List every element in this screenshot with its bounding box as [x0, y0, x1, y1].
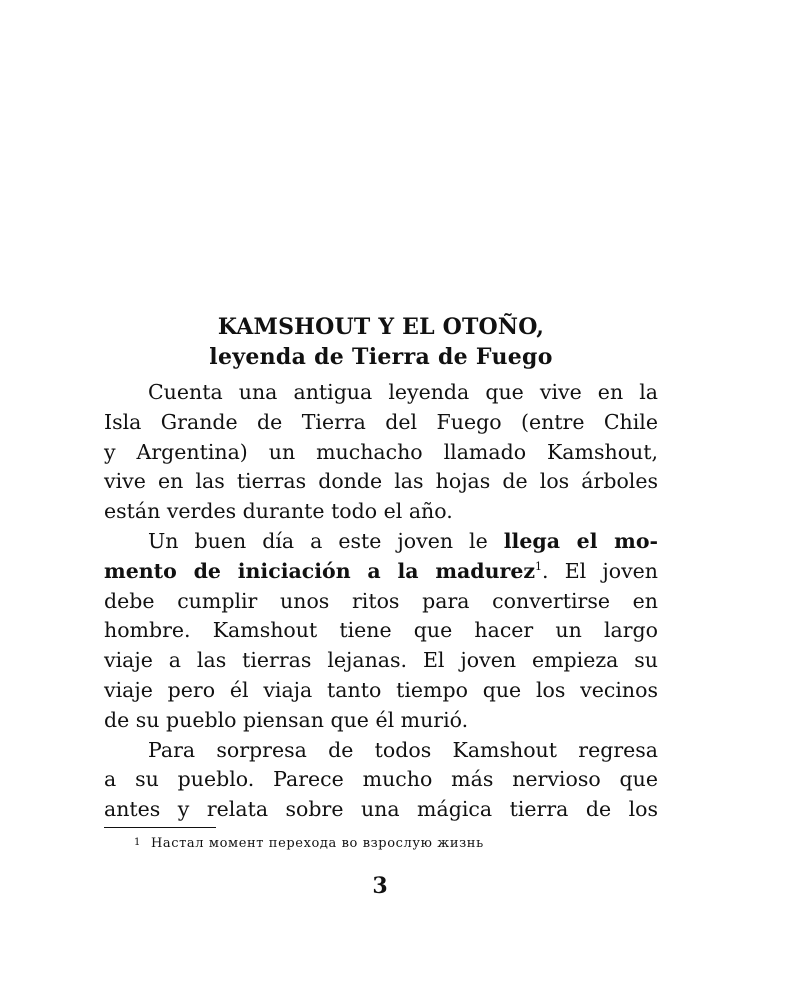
chapter-title-main: KAMSHOUT Y EL OTOÑO,: [217, 314, 545, 340]
text-line: y Argentina) un muchacho llamado Kamshout,: [104, 439, 658, 464]
text-line: debe cumplir unos ritos para convertirse en: [104, 588, 658, 613]
page-number: 3: [372, 873, 388, 899]
text-line: hombre. Kamshout tiene que hacer un largo: [104, 618, 658, 643]
text-line: viaje pero él viaja tanto tiempo que los vecinos: [104, 677, 658, 702]
text-line: de su pueblo piensan que él murió.: [104, 707, 469, 732]
bold-phrase: mento de iniciación a la madurez: [104, 558, 536, 583]
footnote: [134, 834, 484, 853]
footnote-text: Настал момент перехода во взрослую жизнь: [150, 836, 484, 851]
footnote-reference: 1: [535, 559, 543, 573]
bold-phrase: llega el mo-: [503, 528, 658, 553]
text-line: a su pueblo. Parece mucho más nervioso que: [104, 767, 658, 792]
text-line: [104, 527, 658, 557]
chapter-title: [104, 312, 658, 372]
text-line: vive en las tierras donde las hojas de los árboles: [104, 469, 658, 494]
paragraph-3: [104, 736, 658, 825]
text-line: Isla Grande de Tierra del Fuego (entre Chile: [104, 409, 658, 434]
text-line: Para sorpresa de todos Kamshout regresa: [148, 737, 658, 762]
paragraph-1: [104, 378, 658, 527]
chapter-body: [104, 378, 658, 825]
text-line: antes y relata sobre una mágica tierra de los: [104, 797, 658, 822]
text-line: Cuenta una antigua leyenda que vive en la: [148, 380, 658, 404]
text-segment: . El joven: [542, 558, 658, 583]
paragraph-2: [104, 527, 658, 736]
chapter-subtitle: leyenda de Tierra de Fuego: [209, 344, 553, 370]
footnote-divider: [104, 827, 216, 828]
text-line: están verdes durante todo el año.: [104, 499, 453, 524]
footnote-marker: 1: [134, 837, 141, 848]
text-line: viaje a las tierras lejanas. El joven empieza su: [104, 648, 658, 673]
text-line: [104, 557, 658, 587]
text-segment: Un buen día a este joven le: [148, 528, 504, 553]
